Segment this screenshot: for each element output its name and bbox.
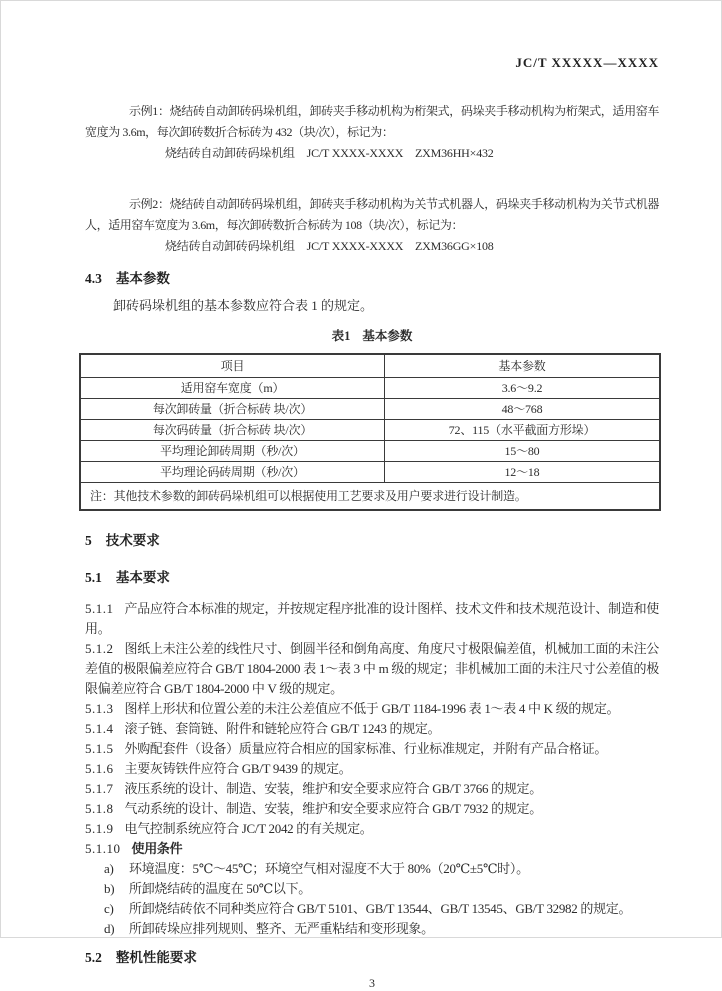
clause-text: 电气控制系统应符合 JC/T 2042 的有关规定。 [124, 821, 373, 836]
table-cell-value: 48～768 [385, 399, 661, 420]
clause-5-1-5 [85, 739, 659, 759]
table-header-item: 项目 [80, 354, 385, 378]
clause-number: 5.1.2 [85, 641, 114, 656]
clause-text: 主要灰铸铁件应符合 GB/T 9439 的规定。 [124, 761, 352, 776]
clause-text: 外购配套件（设备）质量应符合相应的国家标准、行业标准规定，并附有产品合格证。 [124, 741, 608, 756]
condition-d [85, 919, 659, 939]
section-4-3-heading [85, 269, 659, 289]
table-row [80, 378, 660, 399]
page-number: 3 [369, 976, 375, 990]
clause-number: 5.1.1 [85, 601, 114, 616]
section-5-1-heading [85, 568, 659, 588]
table-cell-item: 适用窑车宽度（m） [80, 378, 385, 399]
clause-5-1-1 [85, 599, 659, 639]
table-cell-value: 72、115（水平截面方形垛） [385, 420, 661, 441]
section-4-3-paragraph: 卸砖码垛机组的基本参数应符合表 1 的规定。 [113, 298, 374, 313]
condition-c [85, 899, 659, 919]
example-2-paragraph: 示例2：烧结砖自动卸砖码垛机组，卸砖夹手移动机构为关节式机器人，码垛夹手移动机构为关节式机器人，适用窑车宽度为 3.6m，每次卸砖数折合标砖为 108（块/次），标记为： [85, 197, 659, 232]
example-1-paragraph: 示例1：烧结砖自动卸砖码垛机组，卸砖夹手移动机构为桁架式，码垛夹手移动机构为桁架式，适用窑车宽度为 3.6m，每次卸砖数折合标砖为 432（块/次），标记为： [85, 104, 659, 139]
table-header-value: 基本参数 [385, 354, 661, 378]
condition-b [85, 879, 659, 899]
table-1-caption [85, 327, 659, 345]
condition-label: b) [104, 881, 115, 896]
clause-text: 气动系统的设计、制造、安装，维护和安全要求应符合 GB/T 7932 的规定。 [124, 801, 542, 816]
table-cell-value: 3.6～9.2 [385, 378, 661, 399]
clause-5-1-10 [85, 839, 659, 859]
table-caption-label: 表1 [331, 329, 351, 343]
clause-list [85, 599, 659, 939]
clause-number: 5.1.6 [85, 761, 114, 776]
document-header [85, 55, 659, 71]
doc-number: JC/T XXXXX—XXXX [515, 55, 659, 70]
table-cell-item: 每次码砖量（折合标砖 块/次） [80, 420, 385, 441]
table-cell-item: 平均理论卸砖周期（秒/次） [80, 441, 385, 462]
basic-parameters-table [79, 353, 661, 511]
table-row [80, 462, 660, 483]
clause-5-1-6 [85, 759, 659, 779]
example-2-marking: 烧结砖自动卸砖码垛机组 JC/T XXXX-XXXX ZXM36GG×108 [165, 239, 494, 253]
example-1-marking: 烧结砖自动卸砖码垛机组 JC/T XXXX-XXXX ZXM36HH×432 [165, 146, 494, 160]
condition-text: 所卸烧结砖的温度在 50℃以下。 [129, 881, 311, 896]
condition-label: a) [104, 861, 114, 876]
table-cell-item: 每次卸砖量（折合标砖 块/次） [80, 399, 385, 420]
section-title: 整机性能要求 [115, 950, 197, 965]
clause-text: 产品应符合本标准的规定，并按规定程序批准的设计图样、技术文件和技术规范设计、制造和使用。 [85, 601, 659, 636]
table-header-row [80, 354, 660, 378]
clause-number: 5.1.8 [85, 801, 114, 816]
table-row [80, 420, 660, 441]
table-row [80, 441, 660, 462]
section-number: 5.1 [85, 570, 102, 585]
clause-5-1-7 [85, 779, 659, 799]
condition-a [85, 859, 659, 879]
section-number: 5 [85, 533, 92, 548]
section-5-heading [85, 531, 659, 551]
clause-5-1-4 [85, 719, 659, 739]
clause-title: 使用条件 [131, 841, 183, 856]
clause-5-1-3 [85, 699, 659, 719]
table-note: 注：其他技术参数的卸砖码垛机组可以根据使用工艺要求及用户要求进行设计制造。 [80, 483, 660, 511]
clause-text: 液压系统的设计、制造、安装，维护和安全要求应符合 GB/T 3766 的规定。 [124, 781, 542, 796]
section-title: 基本要求 [115, 570, 170, 585]
clause-number: 5.1.3 [85, 701, 114, 716]
clause-5-1-2 [85, 639, 659, 699]
clause-text: 图样上形状和位置公差的未注公差值应不低于 GB/T 1184-1996 表 1～表 4 中 K 级的规定。 [124, 701, 620, 716]
clause-text: 滚子链、套筒链、附件和链轮应符合 GB/T 1243 的规定。 [124, 721, 441, 736]
clause-5-1-9 [85, 819, 659, 839]
section-title: 基本参数 [115, 271, 170, 286]
table-caption-title: 基本参数 [362, 329, 413, 343]
clause-number: 5.1.4 [85, 721, 114, 736]
clause-5-1-8 [85, 799, 659, 819]
condition-text: 所卸砖垛应排列规则、整齐、无严重粘结和变形现象。 [129, 921, 434, 936]
table-row [80, 399, 660, 420]
section-number: 5.2 [85, 950, 102, 965]
section-title: 技术要求 [105, 533, 160, 548]
section-number: 4.3 [85, 271, 102, 286]
clause-number: 5.1.7 [85, 781, 114, 796]
clause-text: 图纸上未注公差的线性尺寸、倒圆半径和倒角高度、角度尺寸极限偏差值，机械加工面的未注公差值的极限偏差应符合 GB/T 1804-2000 表 1～表 3 中 m 级的规定；非机械加工面的未注尺寸公差值的极限偏差应符合 GB/T 1804-2000 中 V 级的规定。 [85, 641, 659, 696]
section-5-2-heading [85, 948, 659, 968]
table-note-row [80, 483, 660, 511]
condition-text: 所卸烧结砖依不同种类应符合 GB/T 5101、GB/T 13544、GB/T 13545、GB/T 32982 的规定。 [129, 901, 632, 916]
clause-number: 5.1.9 [85, 821, 114, 836]
table-cell-value: 12～18 [385, 462, 661, 483]
clause-number: 5.1.10 [85, 841, 121, 856]
condition-label: c) [104, 901, 114, 916]
table-cell-value: 15～80 [385, 441, 661, 462]
condition-label: d) [104, 921, 115, 936]
clause-number: 5.1.5 [85, 741, 114, 756]
condition-text: 环境温度：5℃～45℃；环境空气相对湿度不大于 80%（20℃±5℃时）。 [129, 861, 529, 876]
table-cell-item: 平均理论码砖周期（秒/次） [80, 462, 385, 483]
